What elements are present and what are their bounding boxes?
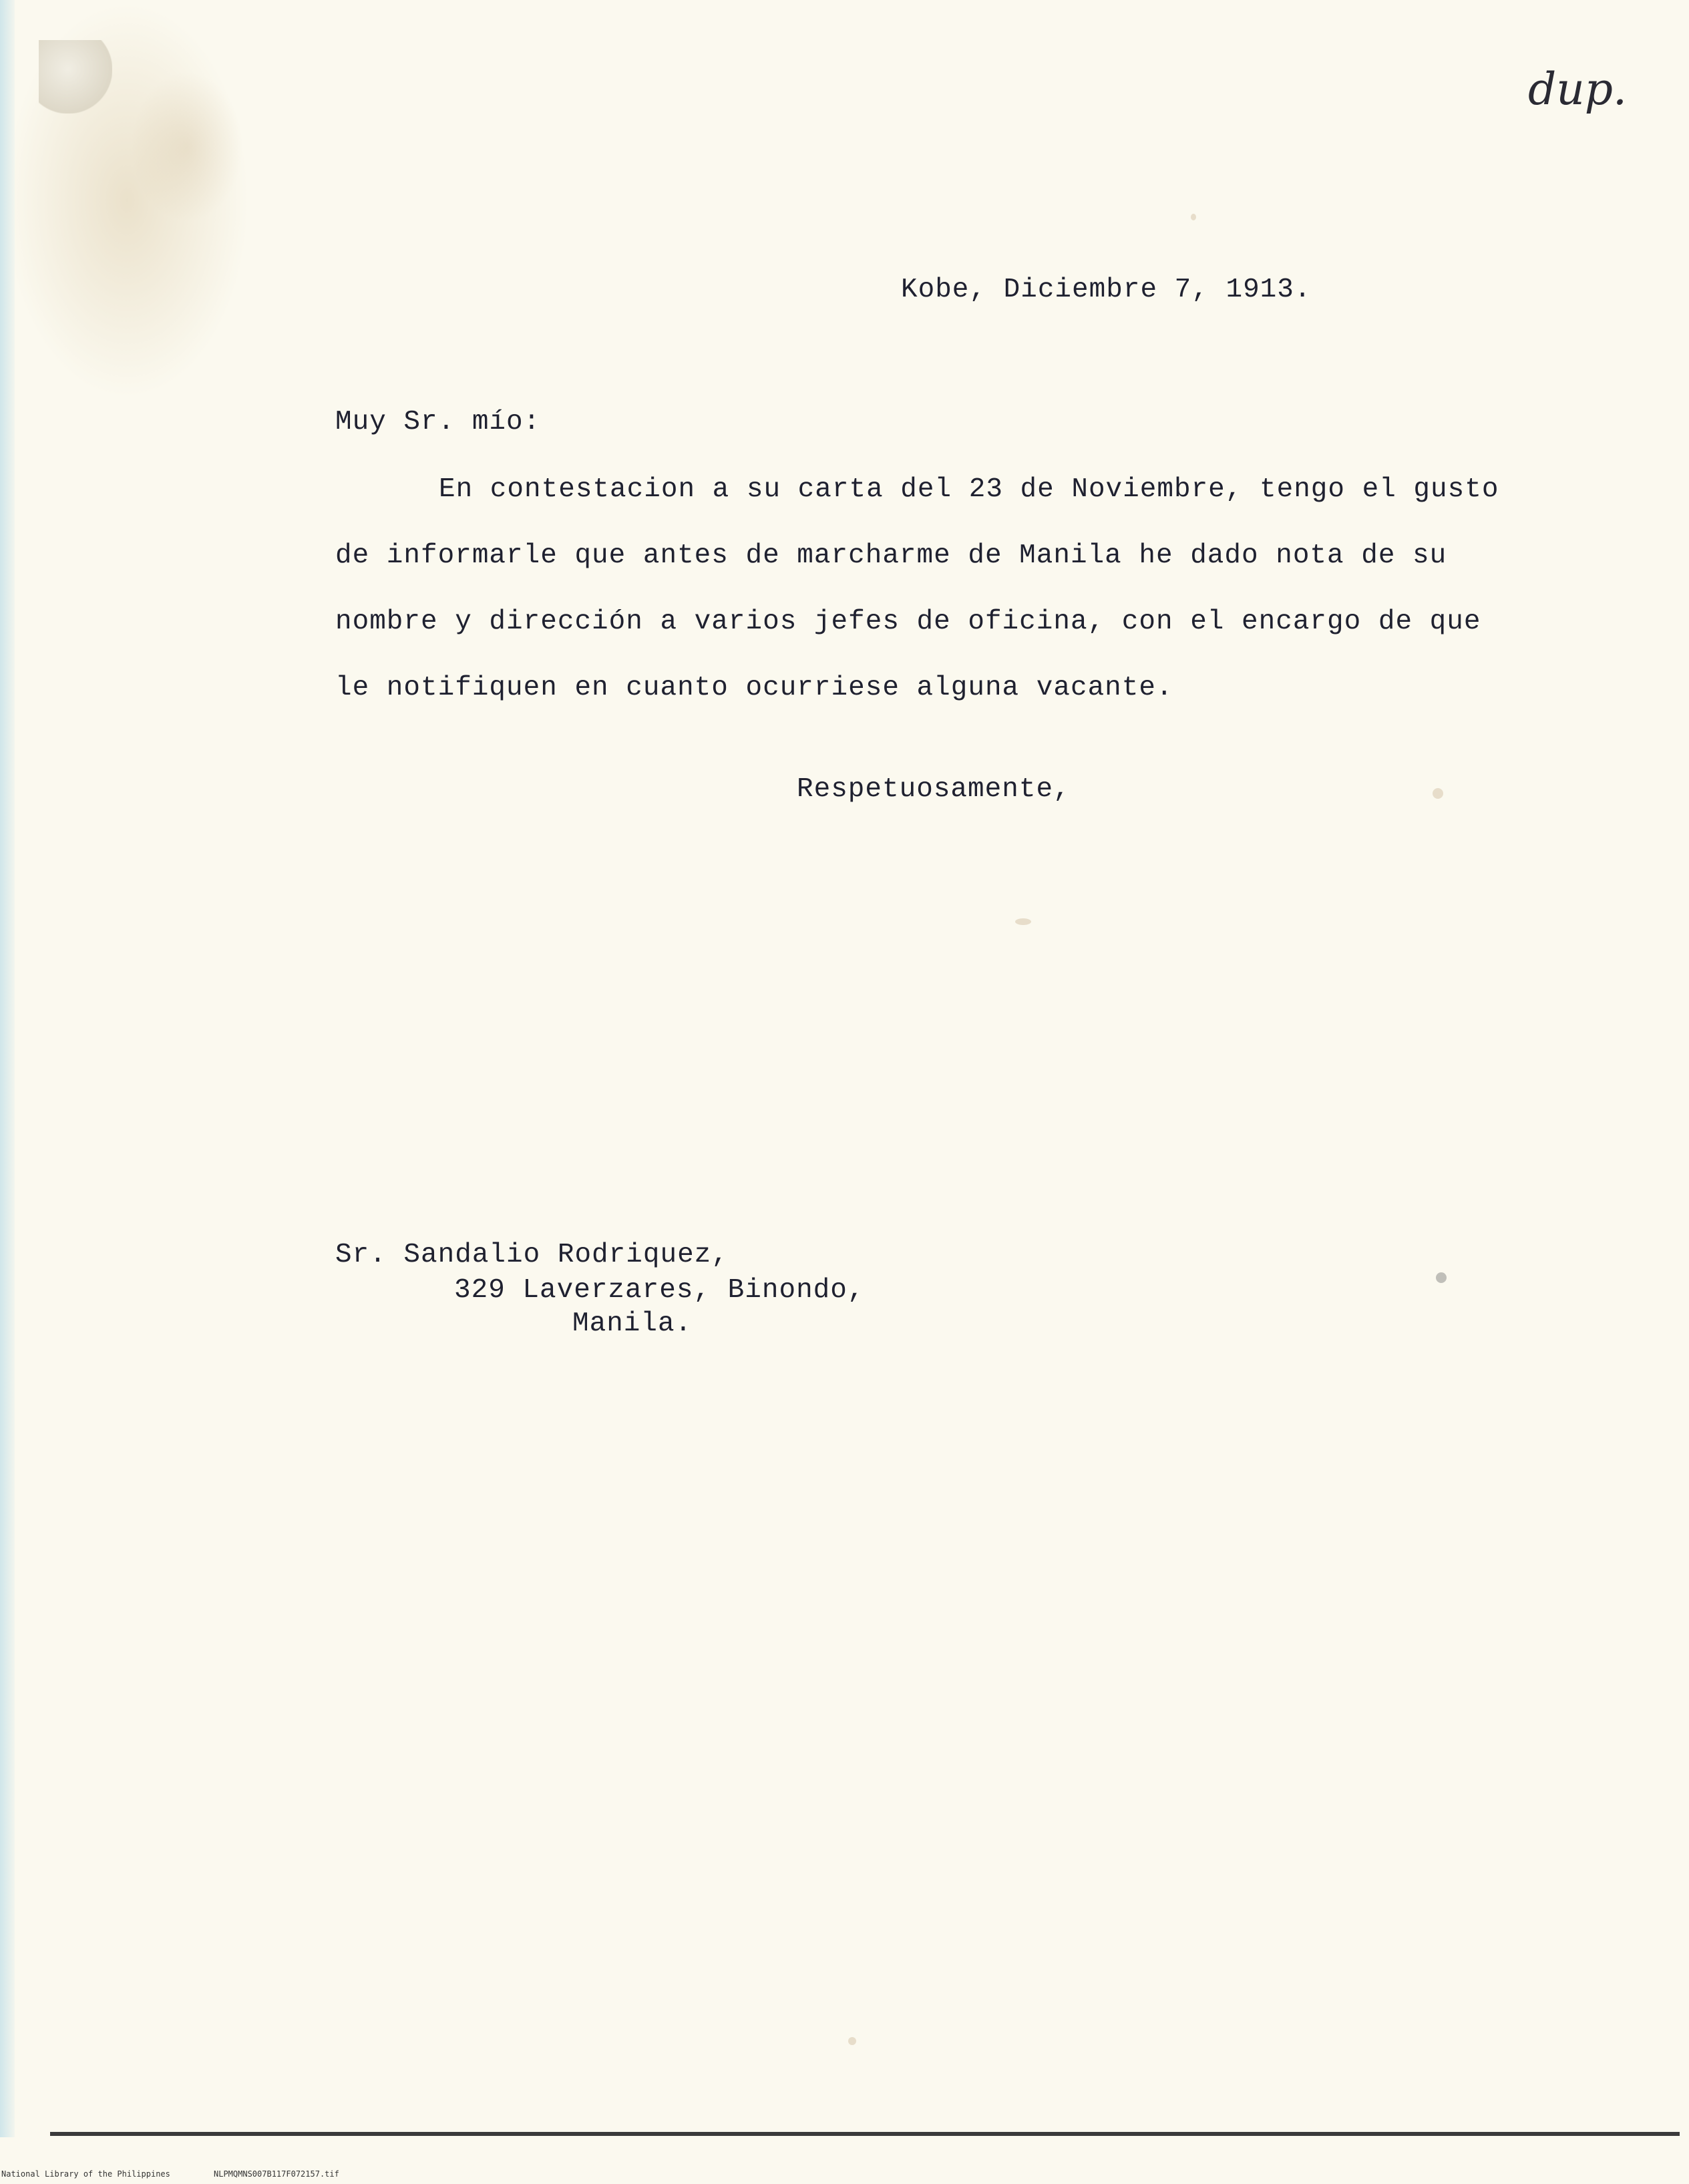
body-line: le notifiquen en cuanto ocurriese alguna vacante. [335,673,1173,703]
footer-filename: NLPMQMNS007B117F072157.tif [214,2169,339,2179]
body-line: nombre y dirección a varios jefes de oficina, con el encargo de que [335,606,1481,637]
body-line: En contestacion a su carta del 23 de Noviembre, tengo el gusto [439,474,1499,505]
paper-speck [1433,788,1443,799]
recipient-street: 329 Laverzares, Binondo, [454,1275,865,1306]
paper-speck [1191,214,1196,220]
paper-speck [1436,1272,1447,1283]
closing: Respetuosamente, [797,774,1071,805]
handwritten-dup-note: dup. [1528,63,1627,115]
footer-institution: National Library of the Philippines [1,2169,170,2179]
paper-speck [1015,918,1031,925]
scan-bottom-rule [50,2132,1680,2136]
torn-corner-mark [39,40,112,114]
recipient-city: Manila. [572,1308,693,1339]
place-date-line: Kobe, Diciembre 7, 1913. [901,275,1312,305]
salutation: Muy Sr. mío: [335,407,541,437]
paper-speck [848,2037,856,2045]
body-line: de informarle que antes de marcharme de Manila he dado nota de su [335,540,1447,571]
scan-left-edge [0,0,15,2137]
recipient-name: Sr. Sandalio Rodriquez, [335,1240,729,1270]
